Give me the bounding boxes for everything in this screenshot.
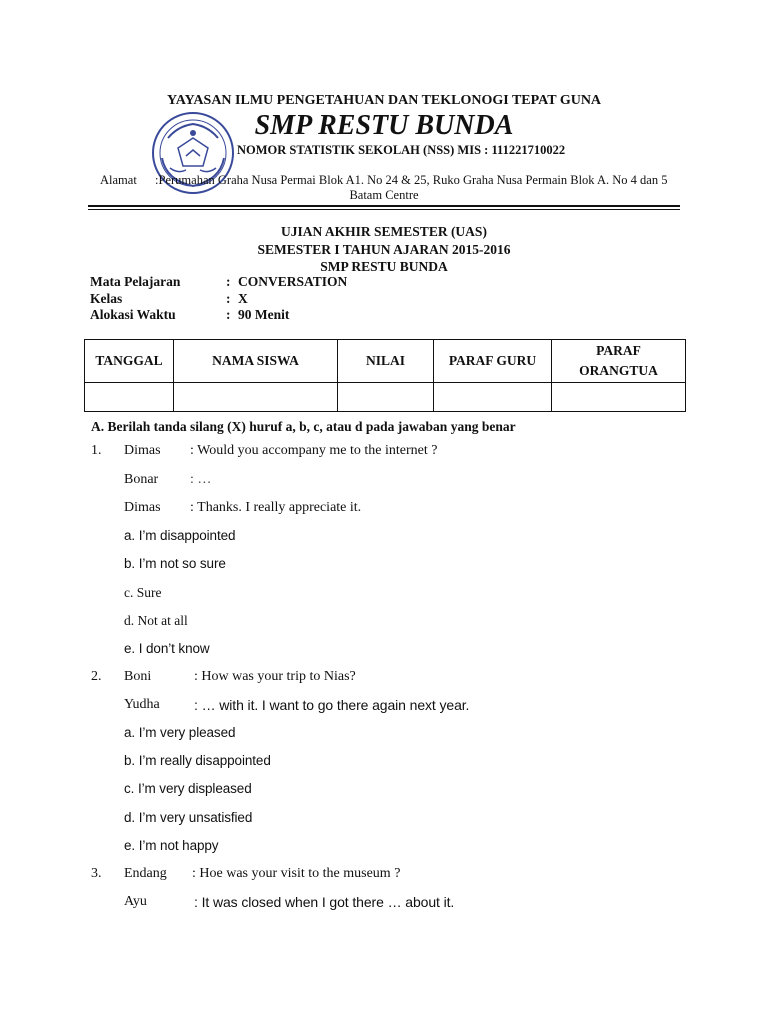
answer-option[interactable]: b. I’m really disappointed (124, 753, 271, 768)
answer-option[interactable]: a. I’m very pleased (124, 725, 236, 740)
exam-school: SMP RESTU BUNDA (320, 259, 448, 274)
parent-sign-cell[interactable] (552, 383, 686, 412)
school-name: SMP RESTU BUNDA (254, 110, 514, 141)
speaker: Dimas (124, 500, 161, 515)
teacher-sign-cell[interactable] (434, 383, 552, 412)
speaker: Dimas (124, 443, 161, 458)
table-row (85, 383, 686, 412)
speaker: Boni (124, 669, 152, 684)
student-name-cell[interactable] (174, 383, 338, 412)
answer-option[interactable]: e. I don’t know (124, 641, 210, 656)
answer-option[interactable]: e. I’m not happy (124, 838, 219, 853)
header-score: NILAI (338, 340, 434, 383)
dialog-line: : Would you accompany me to the internet ? (190, 443, 438, 458)
speaker: Bonar (124, 472, 159, 487)
exam-title: UJIAN AKHIR SEMESTER (UAS) (281, 224, 487, 239)
question-number: 3. (91, 866, 102, 881)
header-teacher-sign: PARAF GURU (434, 340, 552, 383)
nss-number: NOMOR STATISTIK SEKOLAH (NSS) MIS : 111221710022 (237, 143, 566, 157)
class-label: Kelas (90, 291, 123, 306)
dialog-line: : It was closed when I got there … about it. (194, 894, 455, 910)
subject-label: Mata Pelajaran (90, 274, 181, 289)
answer-option[interactable]: c. I’m very displeased (124, 781, 252, 796)
question-number: 1. (91, 443, 102, 458)
colon: : (226, 291, 231, 306)
colon: : (226, 307, 231, 322)
address-line-2: Batam Centre (349, 188, 419, 202)
date-cell[interactable] (85, 383, 174, 412)
address-line-1 (100, 173, 667, 188)
student-info-table (84, 339, 686, 412)
speaker: Yudha (124, 697, 160, 712)
subject-value: CONVERSATION (238, 274, 348, 289)
header-parent-sign: PARAF ORANGTUA (552, 340, 686, 383)
speaker: Ayu (124, 894, 147, 909)
foundation-name: YAYASAN ILMU PENGETAHUAN DAN TEKLONOGI TEPAT GUNA (166, 93, 602, 108)
answer-option[interactable]: d. Not at all (124, 613, 188, 628)
answer-option[interactable]: d. I’m very unsatisfied (124, 810, 253, 825)
answer-option[interactable]: b. I’m not so sure (124, 556, 226, 571)
address-label: Alamat (100, 173, 137, 187)
address-text: :Perumahan Graha Nusa Permai Blok A1. No 24 & 25, Ruko Graha Nusa Permain Blok A. No 4 dan 5 (155, 173, 668, 187)
header-rule (88, 205, 680, 207)
answer-option[interactable]: c. Sure (124, 585, 162, 600)
time-value: 90 Menit (238, 307, 290, 322)
header-student-name: NAMA SISWA (174, 340, 338, 383)
question-number: 2. (91, 669, 102, 684)
header-date: TANGGAL (85, 340, 174, 383)
speaker: Endang (124, 866, 167, 881)
colon: : (226, 274, 231, 289)
dialog-line: : Hoe was your visit to the museum ? (192, 866, 401, 881)
header-rule-thin (88, 209, 680, 210)
dialog-line: : … (190, 472, 212, 487)
score-cell[interactable] (338, 383, 434, 412)
table-header-row (85, 340, 686, 383)
exam-semester: SEMESTER I TAHUN AJARAN 2015-2016 (257, 242, 511, 257)
dialog-line: : Thanks. I really appreciate it. (190, 500, 362, 515)
dialog-line: : How was your trip to Nias? (194, 669, 356, 684)
answer-option[interactable]: a. I’m disappointed (124, 528, 236, 543)
instruction: A. Berilah tanda silang (X) huruf a, b, c, atau d pada jawaban yang benar (91, 419, 516, 434)
time-label: Alokasi Waktu (90, 307, 176, 322)
dialog-line: : … with it. I want to go there again next year. (194, 697, 470, 713)
class-value: X (238, 291, 248, 306)
